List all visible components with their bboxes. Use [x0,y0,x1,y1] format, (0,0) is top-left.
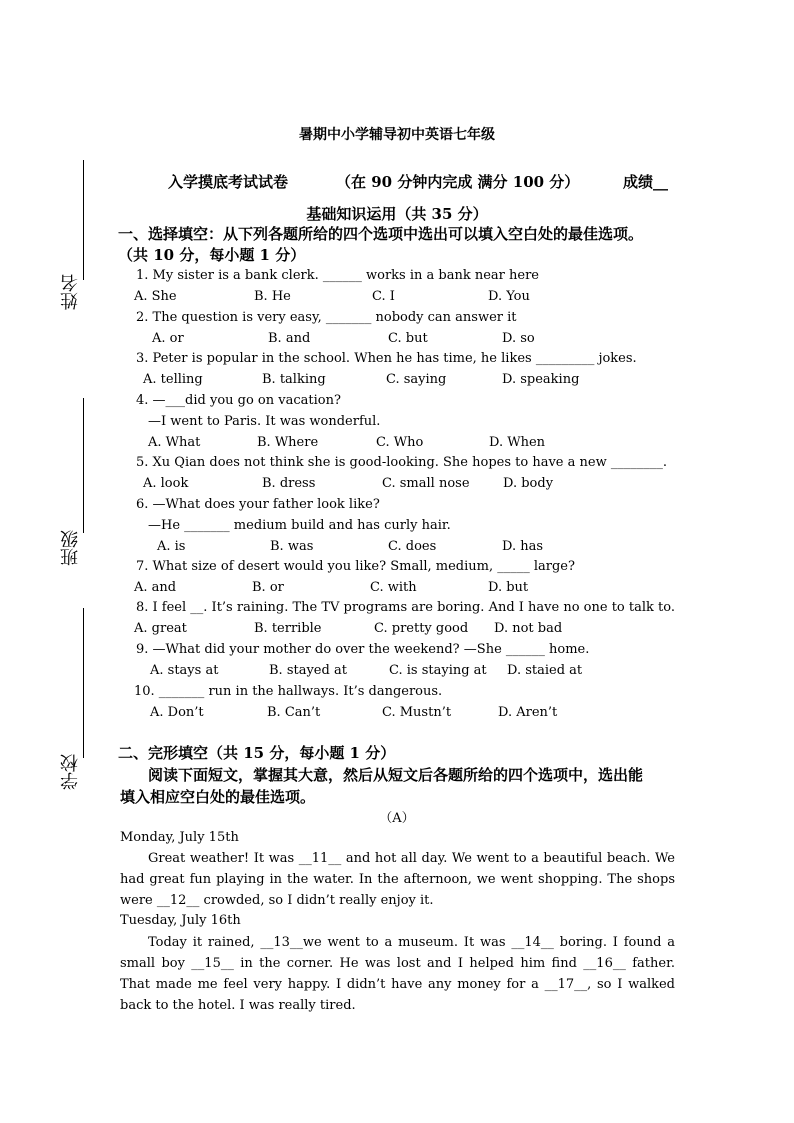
answer-option[interactable]: C. with [370,580,417,595]
answer-option[interactable]: B. and [268,331,311,346]
section1-heading-score: （共 10 分，每小题 1 分） [118,246,306,264]
answer-option[interactable]: C. Who [376,435,424,450]
answer-option[interactable]: A. telling [143,372,203,387]
question-stem: 8. I feel __. It’s raining. The TV programs are boring. And I have no one to talk to. [136,600,675,615]
section2-heading: 二、完形填空（共 15 分，每小题 1 分） [118,744,396,762]
margin-line-lower-mid [83,608,84,758]
diary-paragraph [120,932,675,1016]
answer-option[interactable]: D. has [502,539,544,554]
answer-option[interactable]: D. speaking [502,372,580,387]
answer-option[interactable]: D. so [502,331,535,346]
answer-option[interactable]: A. is [157,539,186,554]
name-field-label: 姓名 [60,274,81,310]
answer-option[interactable]: B. Where [257,435,319,450]
answer-option[interactable]: B. He [254,289,291,304]
answer-option[interactable]: B. Can’t [267,705,321,720]
answer-option[interactable]: C. small nose [382,476,470,491]
answer-option[interactable]: B. stayed at [269,663,347,678]
answer-option[interactable]: D. body [503,476,554,491]
answer-option[interactable]: A. great [134,621,187,636]
answer-option[interactable]: D. You [488,289,530,304]
part-title: 基础知识运用（共 35 分） [306,205,488,223]
answer-option[interactable]: A. look [143,476,189,491]
school-field-label: 学校 [60,754,81,790]
answer-option[interactable]: A. and [134,580,177,595]
exam-note: （在 90 分钟内完成 满分 100 分） [336,173,580,191]
diary-paragraph-text: Today it rained, __13__we went to a museum. It was __14__ boring. I found a small boy __15__ in the corner. He was lost and I helped him find __16__ father. That made me feel very happy. I didn’t have any money for a __17__, so I walked back to the hotel. I was really tired. [120,935,675,1013]
question-dialogue-line: —He _______ medium build and has curly hair. [148,518,451,533]
answer-option[interactable]: C. Mustn’t [382,705,452,720]
diary-date: Tuesday, July 16th [120,913,241,928]
class-field-label: 班级 [60,530,81,566]
answer-option[interactable]: C. does [388,539,437,554]
question-stem: 9. —What did your mother do over the weekend? —She ______ home. [136,642,590,657]
diary-paragraph [120,848,675,911]
question-stem: 6. —What does your father look like? [136,497,380,512]
answer-option[interactable]: D. Aren’t [498,705,558,720]
question-stem: 7. What size of desert would you like? Small, medium, _____ large? [136,559,575,574]
answer-option[interactable]: D. When [489,435,546,450]
question-stem: 1. My sister is a bank clerk. ______ works in a bank near here [136,268,539,283]
question-stem: 3. Peter is popular in the school. When he has time, he likes _________ jokes. [136,351,637,366]
answer-option[interactable]: C. is staying at [389,663,487,678]
section1-heading: 一、选择填空：从下列各题所给的四个选项中选出可以填入空白处的最佳选项。 [118,225,644,243]
exam-name: 入学摸底考试试卷 [168,173,289,191]
answer-option[interactable]: C. pretty good [374,621,469,636]
answer-option[interactable]: C. but [388,331,428,346]
score-label: 成绩__ [623,173,669,191]
answer-option[interactable]: A. Don’t [150,705,204,720]
answer-option[interactable]: A. She [134,289,177,304]
answer-option[interactable]: A. or [152,331,184,346]
answer-option[interactable]: B. was [270,539,314,554]
answer-option[interactable]: C. I [372,289,395,304]
diary-paragraph-text: Great weather! It was __11__ and hot all day. We went to a beautiful beach. We had great fun playing in the water. In the afternoon, we went shopping. The shops were __12__ crowded, so I didn’t really enjoy it. [120,851,675,908]
answer-option[interactable]: D. staied at [507,663,583,678]
passage-label: （A） [379,811,415,826]
margin-line-upper-mid [83,398,84,533]
question-dialogue-line: —I went to Paris. It was wonderful. [148,414,381,429]
answer-option[interactable]: A. What [148,435,201,450]
answer-option[interactable]: A. stays at [150,663,219,678]
question-stem: 4. —___did you go on vacation? [136,393,341,408]
answer-option[interactable]: C. saying [386,372,447,387]
answer-option[interactable]: B. dress [262,476,316,491]
answer-option[interactable]: B. talking [262,372,326,387]
section2-instruction: 阅读下面短文，掌握其大意，然后从短文后各题所给的四个选项中，选出能 [148,766,644,784]
answer-option[interactable]: D. not bad [494,621,563,636]
document-title: 暑期中小学辅导初中英语七年级 [299,127,495,143]
answer-option[interactable]: B. terrible [254,621,322,636]
diary-date: Monday, July 15th [120,830,239,845]
section2-instruction-cont: 填入相应空白处的最佳选项。 [120,788,316,806]
question-stem: 5. Xu Qian does not think she is good-looking. She hopes to have a new ________. [136,455,667,470]
answer-option[interactable]: B. or [252,580,284,595]
question-stem: 10. _______ run in the hallways. It’s dangerous. [134,684,443,699]
question-stem: 2. The question is very easy, _______ nobody can answer it [136,310,517,325]
answer-option[interactable]: D. but [488,580,529,595]
